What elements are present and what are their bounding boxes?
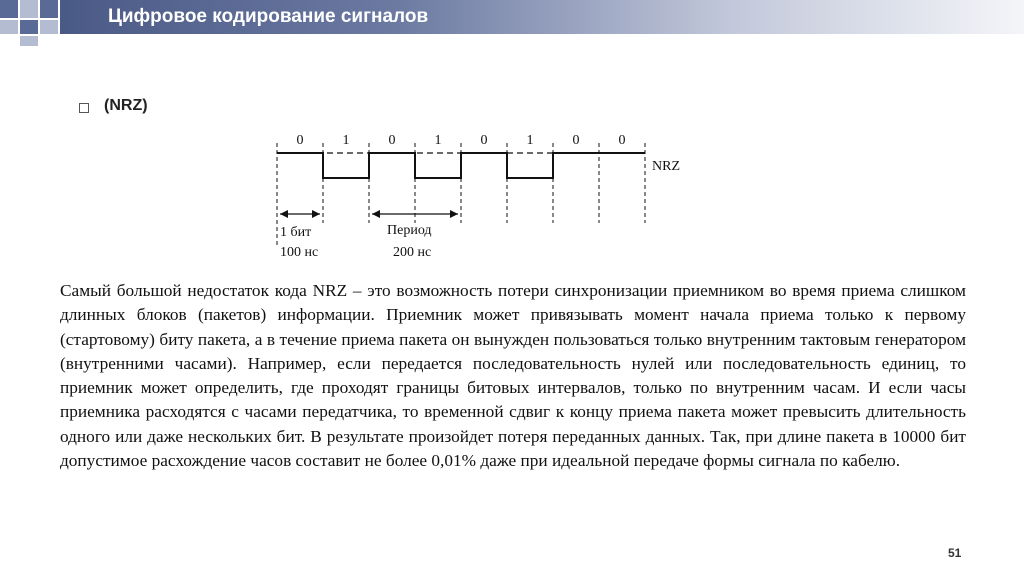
- bit-annotation-line1: 1 бит: [280, 225, 312, 240]
- decorative-square: [0, 20, 18, 34]
- decorative-square: [40, 20, 58, 34]
- page-title: Цифровое кодирование сигналов: [108, 6, 429, 27]
- bit-label: 0: [480, 133, 488, 148]
- bullet-icon: [79, 103, 89, 113]
- bullet-label: (NRZ): [104, 97, 148, 114]
- decorative-square: [20, 0, 38, 18]
- body-paragraph: Самый большой недостаток кода NRZ – это возможность потери синхронизации приемником во время приема слишком длинных блоков (пакетов) информации. Приемник может привязывать момент начала приема только к первому (стартовому) биту пакета, а в течение приема пакета он вынужден пользоваться только внутренним тактовым генератором (внутренними часами). Например, если передается последовательность нулей или последовательность единиц, то приемник может определить, где проходят границы битовых интервалов, только по внутренним часам. И если часы приемника расходятся с часами передатчика, то временной сдвиг к концу приема пакета может превысить длительность одного или даже нескольких бит. В результате произойдет потеря переданных данных. Так, при длине пакета в 10000 бит допустимое расхождение часов составит не более 0,01% даже при идеальной передаче формы сигнала по кабелю.: [60, 281, 966, 471]
- nrz-diagram: [260, 125, 720, 265]
- arrow-head-icon: [450, 210, 458, 218]
- bit-label: 1: [342, 133, 350, 148]
- arrow-head-icon: [280, 210, 288, 218]
- page-number: 51: [948, 546, 962, 560]
- bit-label: 1: [526, 133, 534, 148]
- bit-label: 0: [618, 133, 626, 148]
- period-annotation-line2: 200 нс: [393, 245, 432, 260]
- bit-annotation-line2: 100 нс: [280, 245, 319, 260]
- bit-label: 0: [388, 133, 396, 148]
- signal-label: NRZ: [652, 159, 680, 174]
- nrz-waveform: [277, 153, 645, 178]
- decorative-square: [40, 0, 58, 18]
- arrow-head-icon: [312, 210, 320, 218]
- bit-label: 0: [296, 133, 304, 148]
- arrow-head-icon: [372, 210, 380, 218]
- decorative-square: [0, 0, 18, 18]
- bit-label: 1: [434, 133, 442, 148]
- decorative-square: [20, 20, 38, 34]
- decorative-square: [20, 36, 38, 46]
- bit-label: 0: [572, 133, 580, 148]
- period-annotation-line1: Период: [387, 223, 432, 238]
